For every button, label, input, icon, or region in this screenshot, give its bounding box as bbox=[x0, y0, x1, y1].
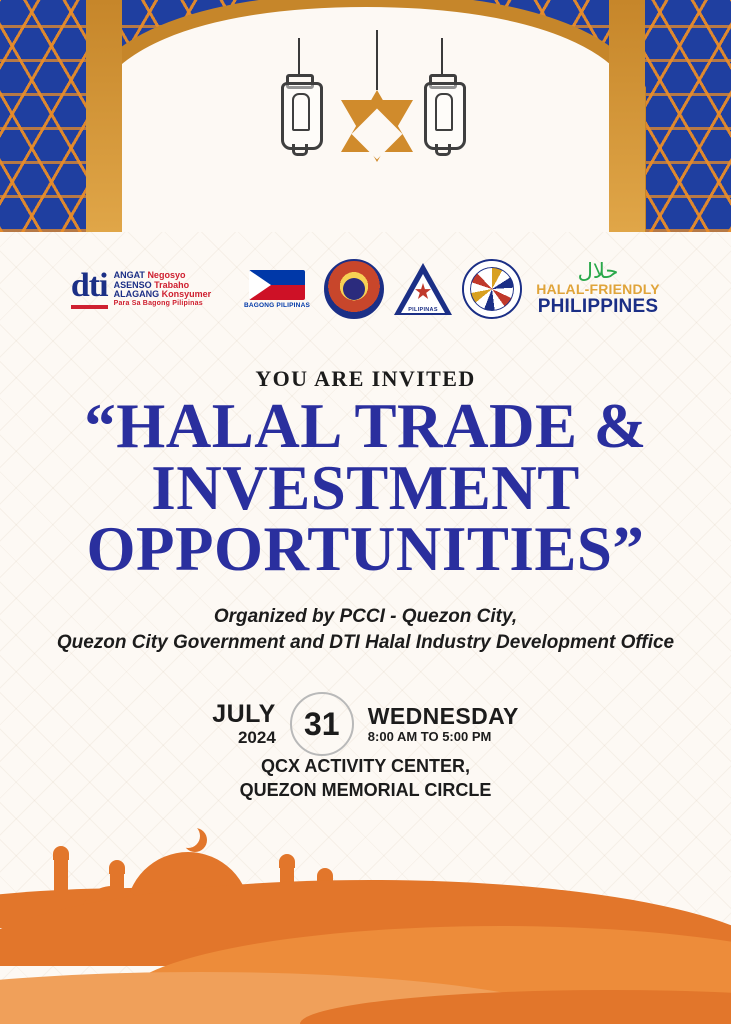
organizer-text bbox=[0, 604, 731, 655]
halal-arabic-text: حلال bbox=[577, 258, 619, 283]
dti-line1-a: ANGAT bbox=[113, 270, 145, 280]
dti-line2-b: Trabaho bbox=[154, 279, 190, 290]
organizer-line-1: Organized by PCCI - Quezon City, bbox=[213, 606, 518, 627]
lungsod-quezon-label: PILIPINAS bbox=[408, 307, 438, 313]
event-month-year bbox=[212, 702, 276, 746]
halal-line1: HALAL-FRIENDLY bbox=[536, 280, 660, 297]
arch-column-right bbox=[609, 0, 645, 232]
bagong-pilipinas-logo bbox=[240, 260, 314, 318]
lungsod-quezon-seal-logo bbox=[394, 261, 452, 317]
university-seal-logo bbox=[462, 259, 522, 319]
philippine-flag-icon bbox=[249, 270, 305, 300]
quezon-city-seal-logo bbox=[324, 259, 384, 319]
event-month: JULY bbox=[212, 700, 276, 728]
venue-line-2: QUEZON MEMORIAL CIRCLE bbox=[239, 780, 492, 801]
dti-line2-a: ASENSO bbox=[113, 279, 152, 290]
dti-logo bbox=[52, 260, 230, 318]
event-weekday-time bbox=[368, 704, 519, 744]
arch-column-left bbox=[86, 0, 122, 232]
bagong-pilipinas-caption: BAGONG PILIPINAS bbox=[243, 301, 311, 309]
dti-line3-b: Konsyumer bbox=[161, 289, 212, 300]
quezon-city-seal-icon bbox=[324, 259, 384, 319]
organizer-line-2: Quezon City Government and DTI Halal Industry Development Office bbox=[56, 631, 675, 653]
event-title-line-1: “HALAL TRADE & bbox=[84, 391, 647, 461]
invitation-label: YOU ARE INVITED bbox=[255, 366, 476, 391]
logo-strip bbox=[52, 252, 682, 326]
event-day-badge: 31 bbox=[290, 692, 354, 756]
event-title-line-3: OPPORTUNITIES” bbox=[86, 514, 645, 585]
halal-line2: PHILIPPINES bbox=[537, 296, 659, 318]
event-time: 8:00 AM TO 5:00 PM bbox=[367, 729, 492, 745]
university-seal-icon bbox=[462, 259, 522, 319]
dti-line1-b: Negosyo bbox=[147, 270, 186, 280]
dti-tagline: Para Sa Bagong Pilipinas bbox=[113, 299, 203, 307]
event-date-row bbox=[0, 692, 731, 756]
event-title-line-2: INVESTMENT bbox=[151, 452, 580, 523]
dti-wordmark: dti bbox=[71, 269, 108, 309]
event-title bbox=[0, 391, 731, 585]
venue-line-1: QCX ACTIVITY CENTER, bbox=[260, 756, 471, 776]
lungsod-quezon-seal-icon bbox=[394, 261, 452, 317]
bottom-illustration bbox=[0, 784, 731, 1024]
halal-friendly-philippines-logo bbox=[532, 258, 664, 320]
crescent-icon bbox=[176, 824, 200, 848]
event-weekday: WEDNESDAY bbox=[367, 703, 519, 730]
event-year: 2024 bbox=[237, 728, 276, 747]
dti-line3-a: ALAGANG bbox=[113, 289, 160, 300]
